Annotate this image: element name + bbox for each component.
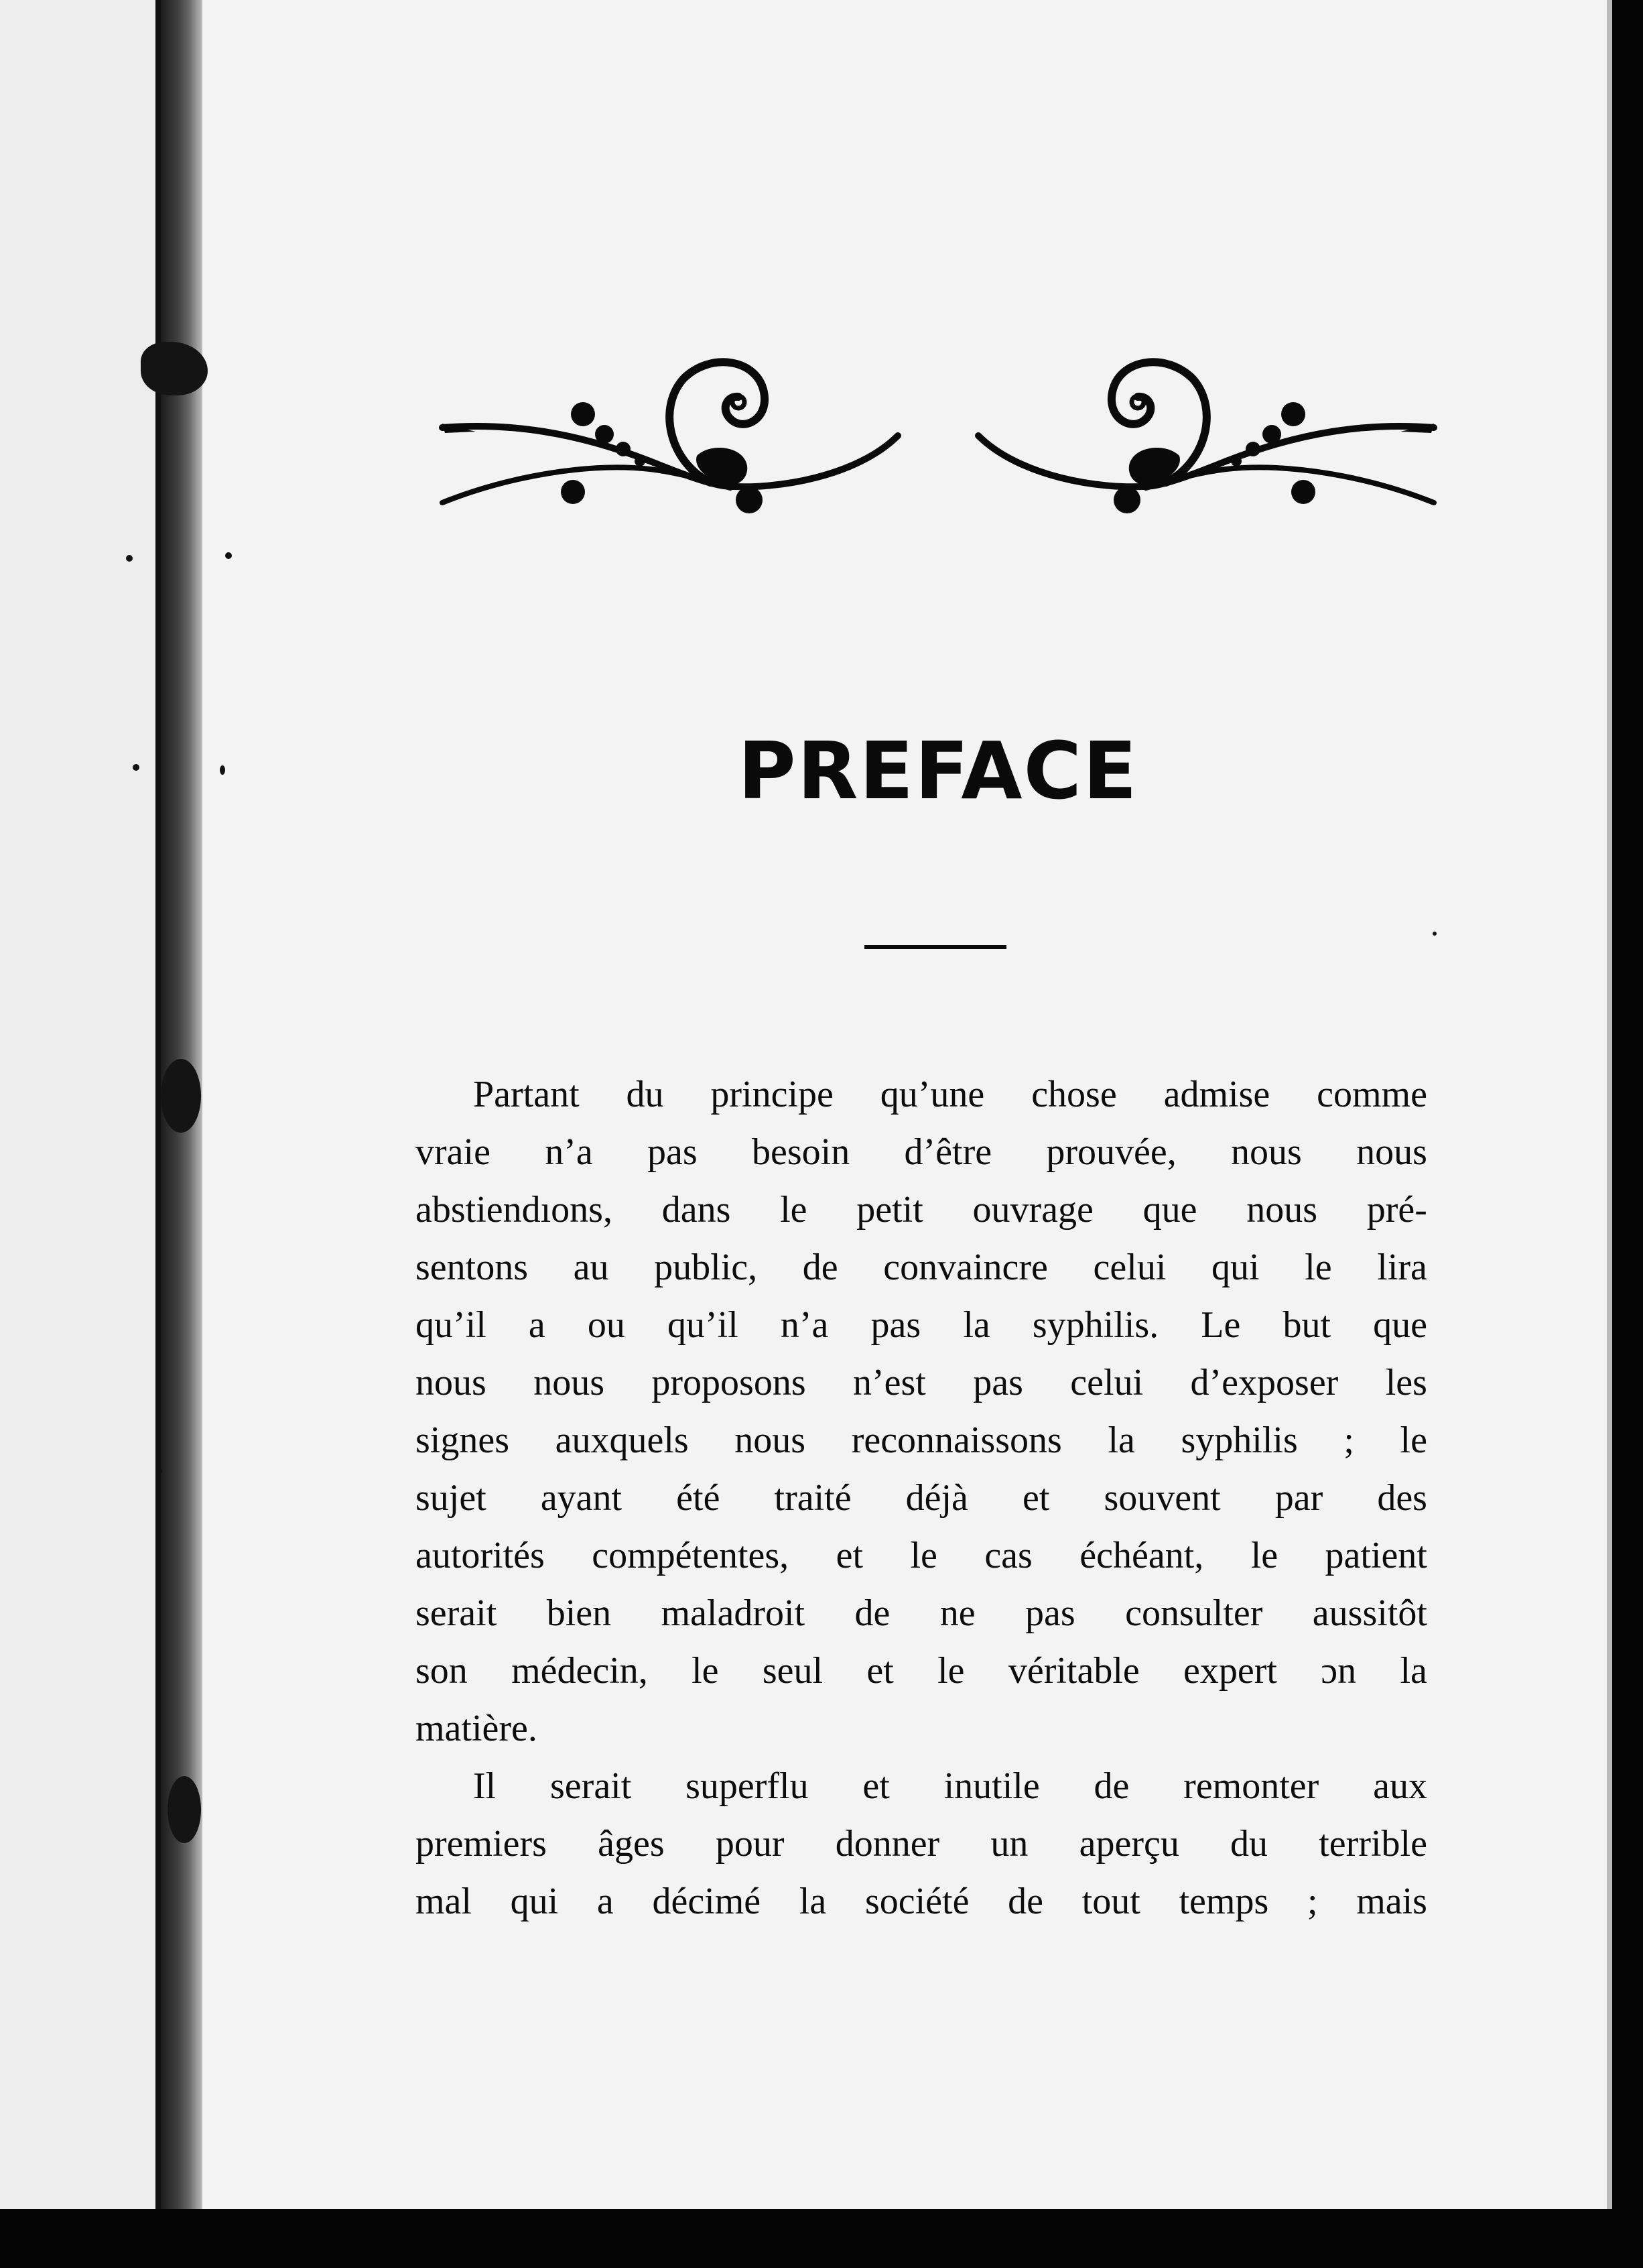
page-title: PREFACE (738, 724, 1138, 817)
word: qui (510, 1881, 559, 1922)
word: par (1274, 1477, 1323, 1519)
word: superflu (685, 1765, 809, 1807)
word: convaincre (883, 1247, 1048, 1288)
word: expert (1183, 1650, 1277, 1692)
word: nous (533, 1362, 604, 1403)
word: ouvrage (972, 1189, 1094, 1231)
word: signes (415, 1420, 509, 1461)
word: dans (661, 1189, 731, 1231)
word: mal (415, 1881, 472, 1922)
word: comme (1317, 1074, 1427, 1115)
word: Il (473, 1765, 497, 1807)
word: n’a (780, 1304, 829, 1346)
scan-speck (220, 765, 225, 775)
word: reconnaissons (851, 1420, 1062, 1461)
word: nous (1246, 1189, 1318, 1231)
word: des (1377, 1477, 1427, 1519)
word: patient (1325, 1535, 1427, 1576)
word: temps (1179, 1881, 1269, 1922)
word: compétentes, (592, 1535, 789, 1576)
spine-tear (161, 1059, 201, 1133)
word: ne (939, 1592, 976, 1634)
word: consulter (1125, 1592, 1263, 1634)
word: syphilis (1181, 1420, 1298, 1461)
word: n’a (545, 1131, 593, 1173)
word: tout (1081, 1881, 1140, 1922)
word: pour (715, 1823, 785, 1865)
text-line (415, 1354, 1427, 1411)
word: pas (1025, 1592, 1075, 1634)
word: syphilis. (1032, 1304, 1159, 1346)
word: nous (415, 1362, 486, 1403)
word: donner (835, 1823, 940, 1865)
title-rule (864, 945, 1006, 949)
word: le (692, 1650, 719, 1692)
word: seul (762, 1650, 824, 1692)
word: de (1094, 1765, 1130, 1807)
word: au (573, 1247, 609, 1288)
word: de (854, 1592, 891, 1634)
facing-page-edge (0, 0, 159, 2209)
word: inutile (943, 1765, 1040, 1807)
page-right-edge (1607, 0, 1612, 2209)
word: autorités (415, 1535, 545, 1576)
word: ayant (540, 1477, 622, 1519)
text-line (415, 1527, 1427, 1584)
word: ɔn (1321, 1650, 1357, 1692)
word: qu’une (880, 1074, 985, 1115)
ornament (429, 349, 1447, 529)
word: but (1283, 1304, 1331, 1346)
word: pas (647, 1131, 698, 1173)
scan-speck (155, 1468, 162, 1474)
word: décimé (652, 1881, 761, 1922)
word: pré- (1366, 1189, 1427, 1231)
word: d’exposer (1190, 1362, 1339, 1403)
text-line (415, 1066, 1427, 1123)
word: principe (710, 1074, 834, 1115)
word: médecin, (511, 1650, 648, 1692)
spine-tear (168, 1776, 201, 1843)
word: bien (546, 1592, 612, 1634)
word: été (676, 1477, 720, 1519)
word: vraie (415, 1131, 490, 1173)
word: d’être (904, 1131, 992, 1173)
word: les (1385, 1362, 1427, 1403)
scan-speck (126, 555, 133, 562)
word: serait (415, 1592, 497, 1634)
text-line (415, 1181, 1427, 1239)
paragraph (415, 1757, 1427, 1930)
word: et (862, 1765, 890, 1807)
word: et (866, 1650, 894, 1692)
word: cas (984, 1535, 1033, 1576)
word: la (799, 1881, 827, 1922)
word: nous (734, 1420, 806, 1461)
word: aussitôt (1312, 1592, 1427, 1634)
word: le (910, 1535, 937, 1576)
text-line (415, 1873, 1427, 1930)
word: souvent (1104, 1477, 1221, 1519)
word: nous (1356, 1131, 1427, 1173)
word: véritable (1008, 1650, 1140, 1692)
word: ou (587, 1304, 625, 1346)
word: son (415, 1650, 468, 1692)
word: pas (870, 1304, 921, 1346)
text-line (415, 1411, 1427, 1469)
word: proposons (651, 1362, 806, 1403)
text-line: matière. (415, 1708, 537, 1749)
ornament-right-flourish-icon (978, 362, 1434, 513)
word: remonter (1183, 1765, 1319, 1807)
text-line (415, 1296, 1427, 1354)
word: du (1230, 1823, 1268, 1865)
word: que (1373, 1304, 1427, 1346)
word: un (990, 1823, 1029, 1865)
word: échéant, (1079, 1535, 1204, 1576)
word: terrible (1319, 1823, 1427, 1865)
word: le (937, 1650, 965, 1692)
word: de (1008, 1881, 1043, 1922)
word: petit (856, 1189, 923, 1231)
word: abstiendıons, (415, 1189, 612, 1231)
word: nous (1231, 1131, 1302, 1173)
word: lira (1377, 1247, 1427, 1288)
word: Partant (473, 1074, 580, 1115)
scan-speck (133, 764, 139, 771)
scan-speck (1433, 932, 1437, 936)
word: qu’il (415, 1304, 486, 1346)
text-line (415, 1469, 1427, 1527)
word: le (1250, 1535, 1278, 1576)
text-line (415, 1815, 1427, 1873)
word: que (1142, 1189, 1197, 1231)
word: auxquels (555, 1420, 689, 1461)
word: aperçu (1079, 1823, 1179, 1865)
word: qu’il (667, 1304, 738, 1346)
word: le (780, 1189, 807, 1231)
word: chose (1031, 1074, 1117, 1115)
word: mais (1356, 1881, 1427, 1922)
word: Le (1201, 1304, 1241, 1346)
ornament-left-flourish-icon (442, 362, 898, 513)
word: maladroit (661, 1592, 805, 1634)
word: n’est (853, 1362, 926, 1403)
text-line (415, 1584, 1427, 1642)
word: le (1305, 1247, 1332, 1288)
text-line (415, 1757, 1427, 1815)
word: admise (1163, 1074, 1270, 1115)
text-line (415, 1239, 1427, 1296)
word: sentons (415, 1247, 528, 1288)
word: et (1022, 1477, 1050, 1519)
word: besoin (751, 1131, 850, 1173)
word: aux (1373, 1765, 1427, 1807)
word: âges (598, 1823, 665, 1865)
word: traité (774, 1477, 852, 1519)
word: a (528, 1304, 545, 1346)
word: celui (1093, 1247, 1167, 1288)
word: de (802, 1247, 838, 1288)
word: la (1108, 1420, 1135, 1461)
word: pas (973, 1362, 1023, 1403)
text-line (415, 1642, 1427, 1700)
word: premiers (415, 1823, 547, 1865)
word: du (626, 1074, 664, 1115)
word: sujet (415, 1477, 486, 1519)
word: public, (654, 1247, 758, 1288)
word: celui (1070, 1362, 1144, 1403)
word: ; (1307, 1881, 1318, 1922)
word: qui (1211, 1247, 1260, 1288)
gutter-shadow-line (155, 0, 161, 2209)
paragraph (415, 1066, 1427, 1757)
word: la (963, 1304, 990, 1346)
word: ; (1343, 1420, 1354, 1461)
word: prouvée, (1046, 1131, 1177, 1173)
word: le (1400, 1420, 1427, 1461)
word: a (596, 1881, 614, 1922)
text-line (415, 1123, 1427, 1181)
body-text (415, 1066, 1427, 1930)
word: société (864, 1881, 970, 1922)
word: la (1400, 1650, 1427, 1692)
word: déjà (905, 1477, 968, 1519)
word: et (836, 1535, 864, 1576)
word: serait (550, 1765, 632, 1807)
scan-speck (225, 552, 232, 559)
